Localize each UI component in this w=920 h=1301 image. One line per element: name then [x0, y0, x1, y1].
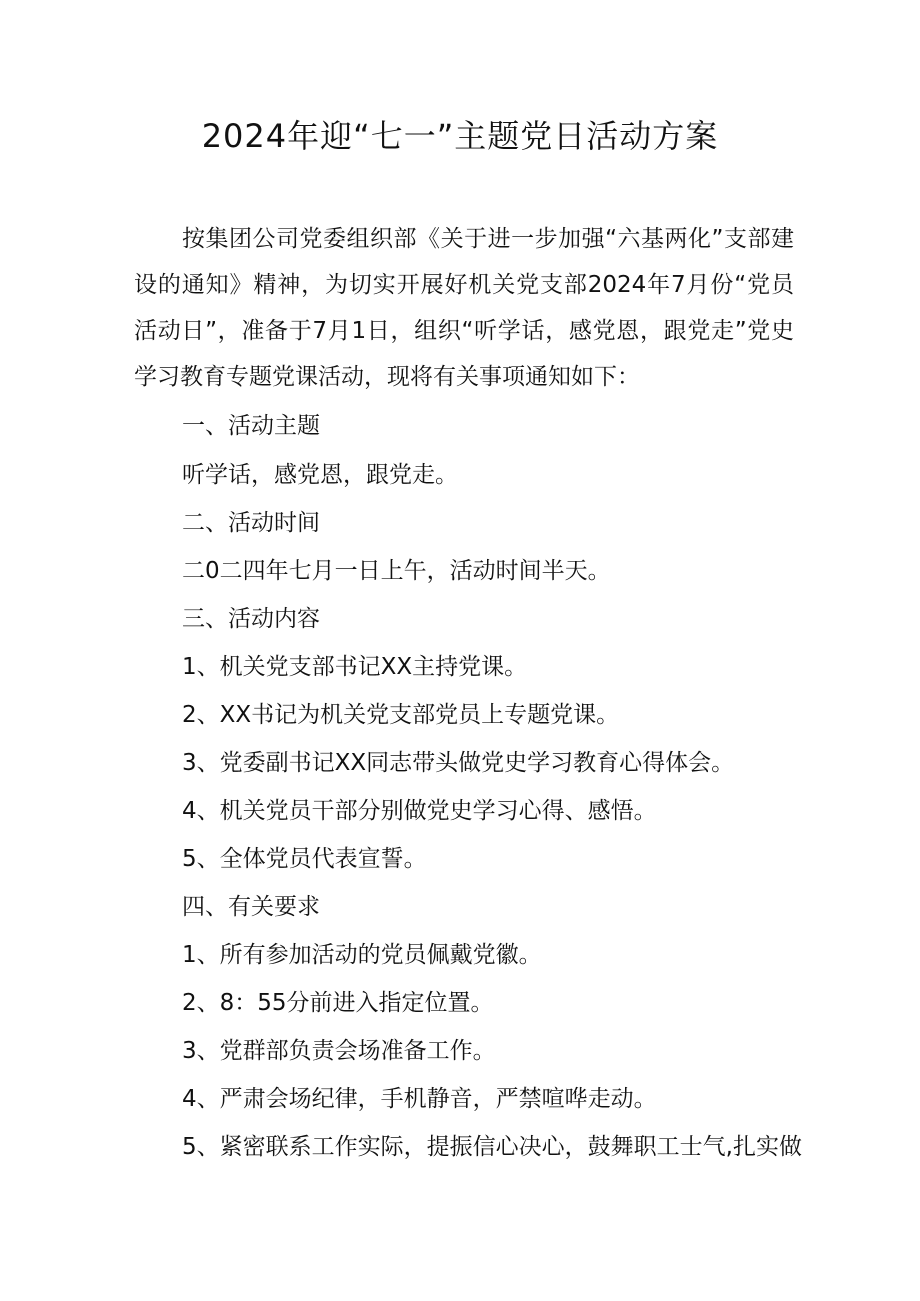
requirement-list-item: 2、8：55分前进入指定位置。 [182, 990, 494, 1016]
requirement-list-item: 4、严肃会场纪律，手机静音，严禁喧哗走动。 [182, 1086, 657, 1112]
content-list-item: 5、全体党员代表宣誓。 [182, 846, 427, 872]
content-list-item: 3、党委副书记XX同志带头做党史学习教育心得体会。 [182, 750, 735, 776]
section-heading-time: 二、活动时间 [182, 510, 320, 536]
intro-paragraph: 按集团公司党委组织部《关于进一步加强“六基两化”支部建设的通知》精神，为切实开展好机关党支部2024年7月份“党员活动日”，准备于7月1日，组织“听学话，感党恩，跟党走”党史学习教育专题党课活动，现将有关事项通知如下： [134, 226, 794, 390]
requirement-list-item: 3、党群部负责会场准备工作。 [182, 1038, 496, 1064]
document-title: 2024年迎“七一”主题党日活动方案 [201, 117, 719, 155]
section-heading-requirements: 四、有关要求 [182, 894, 320, 920]
section-text-time: 二0二四年七月一日上午，活动时间半天。 [182, 558, 611, 584]
content-list-item: 4、机关党员干部分别做党史学习心得、感悟。 [182, 798, 657, 824]
requirement-list-item: 5、紧密联系工作实际，提振信心决心，鼓舞职工士气,扎实做 [182, 1134, 802, 1160]
requirement-list-item: 1、所有参加活动的党员佩戴党徽。 [182, 942, 542, 968]
section-heading-theme: 一、活动主题 [182, 413, 320, 439]
content-list-item: 1、机关党支部书记XX主持党课。 [182, 654, 528, 680]
content-list-item: 2、XX书记为机关党支部党员上专题党课。 [182, 702, 620, 728]
section-heading-content: 三、活动内容 [182, 606, 320, 632]
section-text-theme: 听学话，感党恩，跟党走。 [182, 462, 458, 488]
